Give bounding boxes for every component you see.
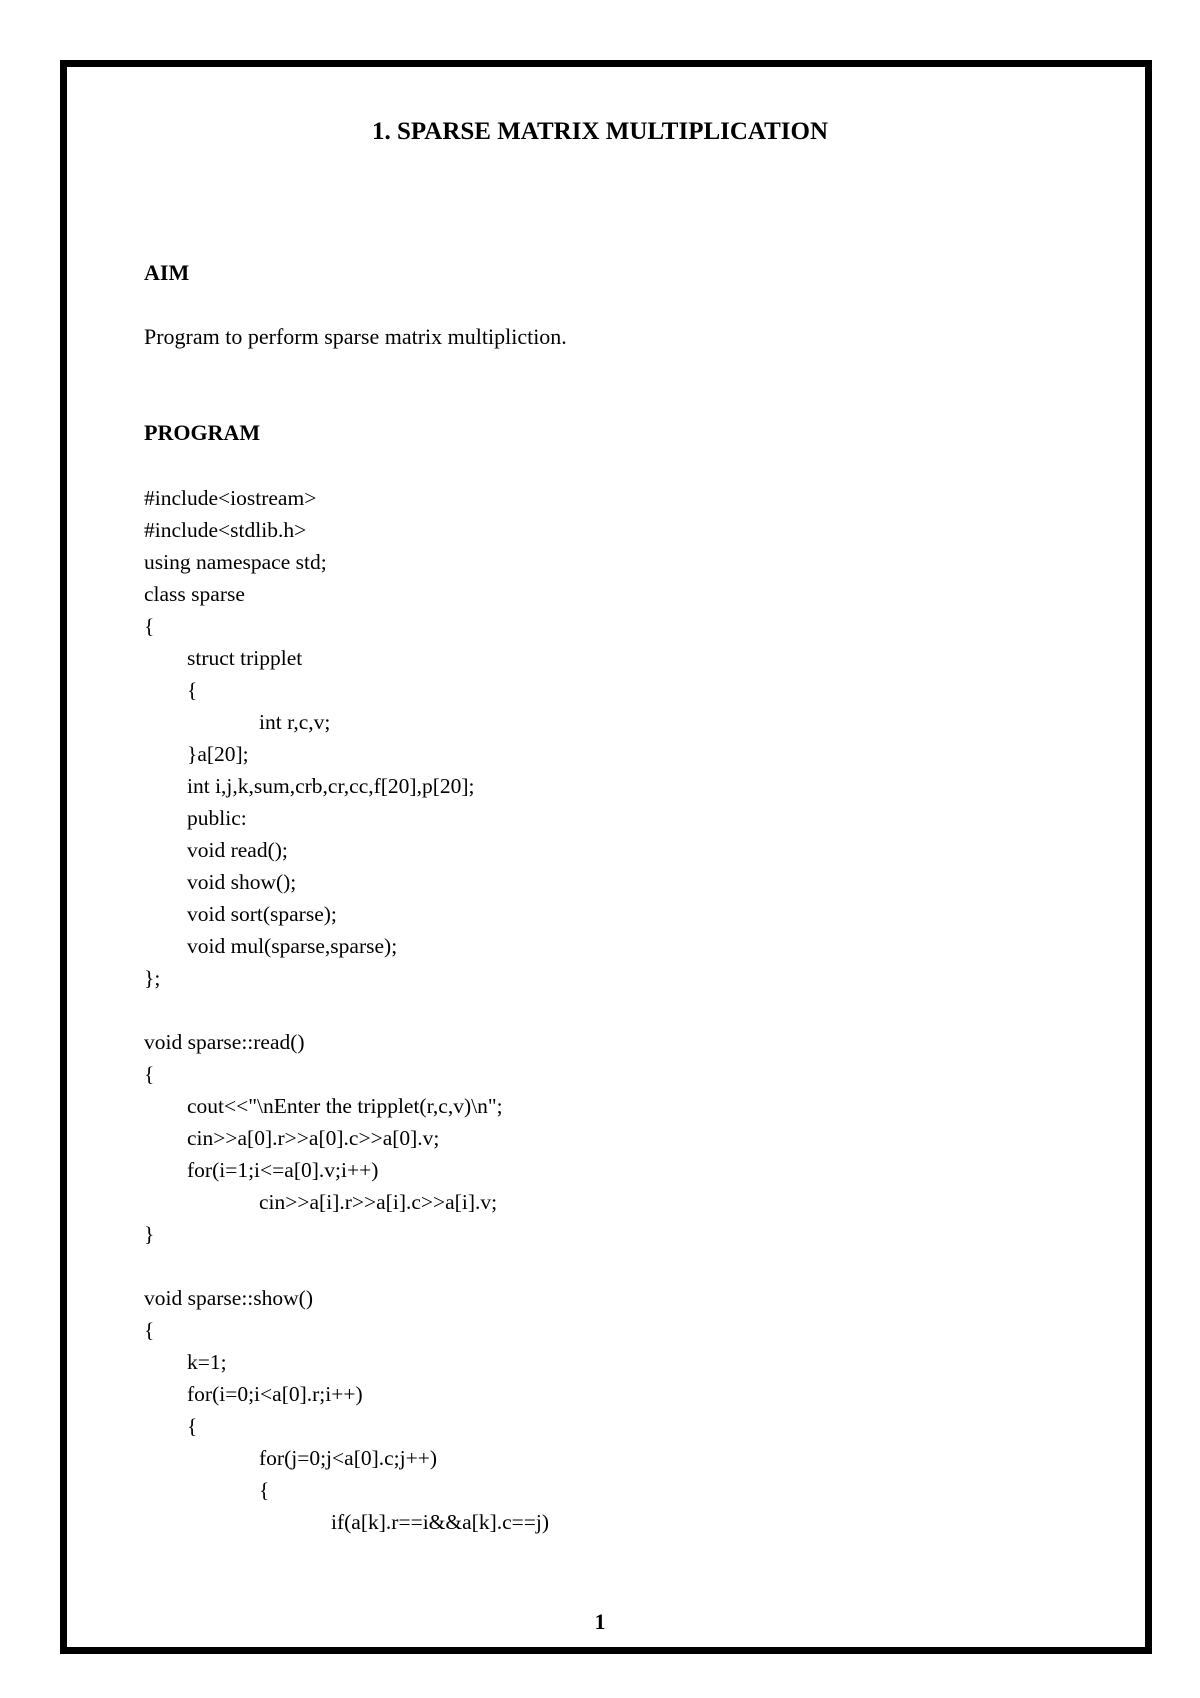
code-line: { xyxy=(259,1478,270,1502)
code-line: { xyxy=(187,678,198,702)
code-line: void mul(sparse,sparse); xyxy=(187,934,398,958)
code-line: void read(); xyxy=(187,838,288,862)
code-line: cin>>a[0].r>>a[0].c>>a[0].v; xyxy=(187,1126,440,1150)
code-line: #include<iostream> xyxy=(144,486,317,510)
code-line: { xyxy=(187,1414,198,1438)
code-line: class sparse xyxy=(144,582,245,606)
code-line: }a[20]; xyxy=(187,742,249,766)
code-line: k=1; xyxy=(187,1350,227,1374)
code-line: struct tripplet xyxy=(187,646,303,670)
aim-text: Program to perform sparse matrix multipliction. xyxy=(144,324,567,349)
code-line xyxy=(144,1250,549,1282)
code-line: #include<stdlib.h> xyxy=(144,518,307,542)
document-title: 1. SPARSE MATRIX MULTIPLICATION xyxy=(371,118,829,145)
code-line: cin>>a[i].r>>a[i].c>>a[i].v; xyxy=(259,1190,498,1214)
code-line: cout<<"\nEnter the tripplet(r,c,v)\n"; xyxy=(187,1094,503,1118)
code-line: for(i=1;i<=a[0].v;i++) xyxy=(187,1158,379,1182)
code-line: public: xyxy=(187,806,247,830)
code-line: { xyxy=(144,614,155,638)
code-line: int i,j,k,sum,crb,cr,cc,f[20],p[20]; xyxy=(187,774,475,798)
code-line: void sort(sparse); xyxy=(187,902,337,926)
program-heading: PROGRAM xyxy=(144,420,261,445)
code-line: for(i=0;i<a[0].r;i++) xyxy=(187,1382,363,1406)
code-line: { xyxy=(144,1318,155,1342)
code-line: void sparse::read() xyxy=(144,1030,305,1054)
code-line: }; xyxy=(144,966,161,990)
code-listing xyxy=(144,482,549,1538)
aim-heading: AIM xyxy=(144,260,190,285)
code-line: void show(); xyxy=(187,870,297,894)
code-line: } xyxy=(144,1222,155,1246)
page-number: 1 xyxy=(594,1609,606,1634)
code-line: int r,c,v; xyxy=(259,710,331,734)
code-line: using namespace std; xyxy=(144,550,327,574)
code-line: { xyxy=(144,1062,155,1086)
code-line: for(j=0;j<a[0].c;j++) xyxy=(259,1446,438,1470)
code-line: if(a[k].r==i&&a[k].c==j) xyxy=(331,1510,550,1534)
code-line: void sparse::show() xyxy=(144,1286,313,1310)
code-line xyxy=(144,994,549,1026)
